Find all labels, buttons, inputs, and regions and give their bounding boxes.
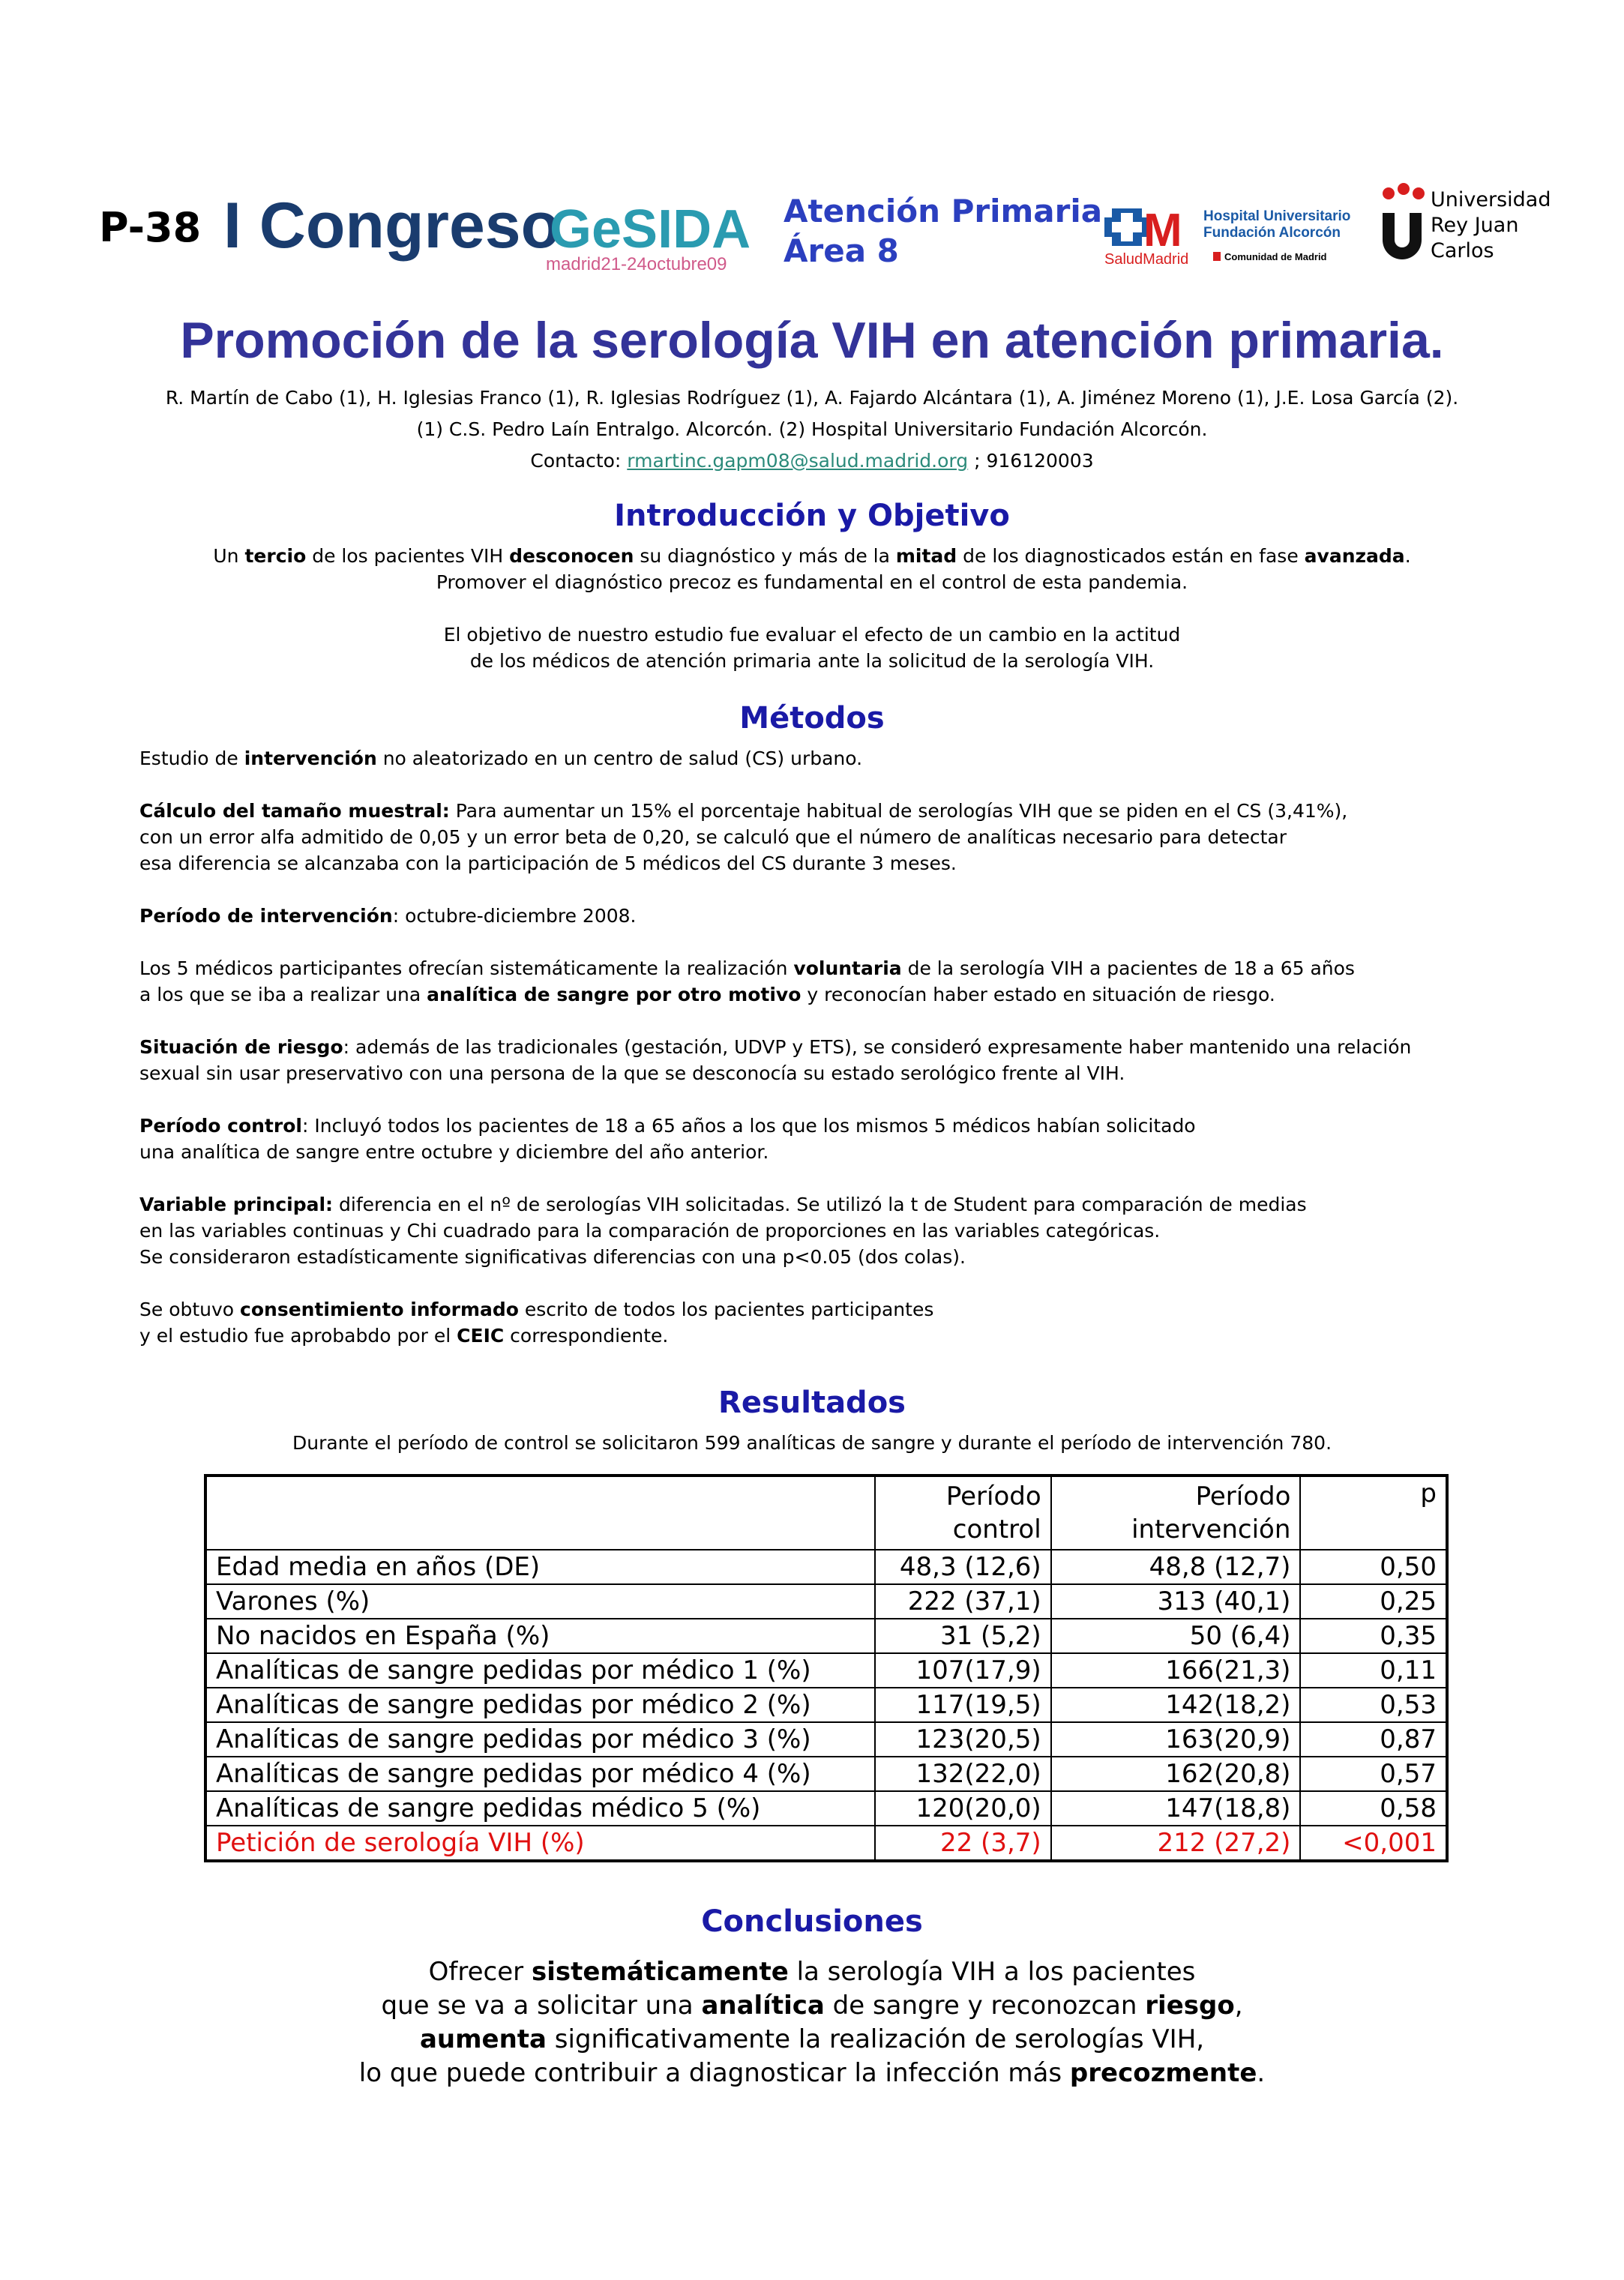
intro-paragraph-1: Un tercio de los pacientes VIH desconocen su diagnóstico y más de la mitad de los diagnosticados están en fase avanzada. xyxy=(213,545,1411,567)
contact-phone: ; 916120003 xyxy=(974,450,1094,472)
intro-heading: Introducción y Objetivo xyxy=(614,499,1010,533)
university-u-icon xyxy=(1383,213,1422,259)
conclusions-line-1: Ofrecer sistemáticamente la serología VIH a los pacientes xyxy=(428,1957,1196,1987)
hospital-logo-line-1: Hospital Universitario xyxy=(1203,208,1351,224)
hospital-logo xyxy=(1104,193,1363,268)
table-row: Analíticas de sangre pedidas por médico 4 (%) 132(22,0) 162(20,8) 0,57 xyxy=(205,1757,1447,1791)
conclusions-line-4: lo que puede contribuir a diagnosticar la infección más precozmente. xyxy=(358,2058,1266,2088)
paper-title: Promoción de la serología VIH en atención primaria. xyxy=(180,312,1444,369)
congress-logo-sub: madrid21-24octubre09 xyxy=(546,254,727,274)
table-header-intervention: Período intervención xyxy=(1051,1476,1301,1550)
conclusions-line-3: aumenta significativamente la realización de serologías VIH, xyxy=(419,2024,1205,2054)
methods-procedure: Los 5 médicos participantes ofrecían sistemáticamente la realización voluntaria de la serología VIH a pacientes de 18 a 65 años a los que se iba a realizar una analítica de sangre por otro motivo y reconocían haber estado en situación de riesgo. xyxy=(139,957,1355,1005)
university-line-3: Carlos xyxy=(1431,239,1494,262)
intro-objective-line-1: El objetivo de nuestro estudio fue evaluar el efecto de un cambio en la actitud xyxy=(443,624,1181,646)
table-row: Analíticas de sangre pedidas por médico 1 (%) 107(17,9) 166(21,3) 0,11 xyxy=(205,1653,1447,1688)
table-row-highlight: Petición de serología VIH (%) 22 (3,7) 212 (27,2) <0,001 xyxy=(205,1826,1447,1861)
congress-logo-main: I Congreso xyxy=(223,190,561,262)
table-header-control: Período control xyxy=(875,1476,1051,1550)
methods-intervention-period: Período de intervención: octubre-diciembre 2008. xyxy=(139,905,637,927)
contact-label: Contacto: xyxy=(530,450,622,472)
table-header-empty xyxy=(205,1476,875,1550)
university-crown-icon xyxy=(1383,183,1425,199)
table-row: Edad media en años (DE) 48,3 (12,6) 48,8 (12,7) 0,50 xyxy=(205,1550,1447,1584)
table-row: Analíticas de sangre pedidas médico 5 (%) 120(20,0) 147(18,8) 0,58 xyxy=(205,1791,1447,1826)
contact-email-link[interactable]: rmartinc.gapm08@salud.madrid.org xyxy=(627,450,969,472)
table-header-p: p xyxy=(1300,1476,1447,1550)
methods-consent: Se obtuvo consentimiento informado escrito de todos los pacientes participantes y el estudio fue aprobabdo por el CEIC correspondiente. xyxy=(139,1299,934,1347)
methods-heading: Métodos xyxy=(739,701,885,736)
hospital-logo-line-2: Fundación Alcorcón xyxy=(1203,225,1341,241)
conclusions-line-2: que se va a solicitar una analítica de sangre y reconozcan riesgo, xyxy=(381,1991,1243,2021)
results-heading: Resultados xyxy=(718,1386,906,1420)
methods-design: Estudio de intervención no aleatorizado en un centro de salud (CS) urbano. xyxy=(139,748,863,769)
methods-risk-situation: Situación de riesgo: además de las tradicionales (gestación, UDVP y ETS), se consideró expresamente haber mantenido una relación sexual sin usar preservativo con una persona de la que se desconocía su estado serológico frente al VIH. xyxy=(139,1036,1412,1084)
area-line-2: Área 8 xyxy=(784,232,899,269)
intro-objective-line-2: de los médicos de atención primaria ante la solicitud de la serología VIH. xyxy=(469,650,1155,672)
poster-id: P-38 xyxy=(99,204,202,251)
contact xyxy=(0,445,1624,477)
madrid-m-logo: M xyxy=(1143,205,1182,256)
results-table xyxy=(204,1474,1449,1862)
methods-sample-size: Cálculo del tamaño muestral: Para aumentar un 15% el porcentaje habitual de serologías VIH que se piden en el CS (3,41%), con un error alfa admitido de 0,05 y un error beta de 0,20, se calculó que el número de analíticas necesario para detectar esa diferencia se alcanzaba con la participación de 5 médicos del CS durante 3 meses. xyxy=(139,800,1348,874)
table-row: No nacidos en España (%) 31 (5,2) 50 (6,4) 0,35 xyxy=(205,1619,1447,1653)
table-row: Analíticas de sangre pedidas por médico 2 (%) 117(19,5) 142(18,2) 0,53 xyxy=(205,1688,1447,1722)
cross-icon xyxy=(1104,208,1149,246)
comunidad-label: Comunidad de Madrid xyxy=(1224,251,1327,262)
table-row: Analíticas de sangre pedidas por médico 3 (%) 123(20,5) 163(20,9) 0,87 xyxy=(205,1722,1447,1757)
results-intro: Durante el período de control se solicitaron 599 analíticas de sangre y durante el período de intervención 780. xyxy=(292,1432,1332,1454)
university-line-2: Rey Juan xyxy=(1431,214,1519,237)
area-line-1: Atención Primaria xyxy=(784,193,1103,229)
university-line-1: Universidad xyxy=(1431,188,1551,211)
saludmadrid-label: SaludMadrid xyxy=(1104,251,1189,268)
area-label xyxy=(784,191,1102,271)
methods-main-variable: Variable principal: diferencia en el nº de serologías VIH solicitadas. Se utilizó la t de Student para comparación de medias en las variables continuas y Chi cuadrado para la comparación de proporciones en las variables categóricas. Se consideraron estadísticamente significativas diferencias con una p<0.05 (dos colas). xyxy=(139,1194,1307,1268)
methods-control-period: Período control: Incluyó todos los pacientes de 18 a 65 años a los que los mismos 5 médicos habían solicitado una analítica de sangre entre octubre y diciembre del año anterior. xyxy=(139,1115,1196,1163)
table-row: Varones (%) 222 (37,1) 313 (40,1) 0,25 xyxy=(205,1584,1447,1619)
university-name xyxy=(1431,187,1551,264)
intro-paragraph-2: Promover el diagnóstico precoz es fundamental en el control de esta pandemia. xyxy=(436,571,1188,593)
conclusions-heading: Conclusiones xyxy=(701,1904,923,1939)
congress-logo-brand: GeSIDA xyxy=(550,199,751,259)
authors: R. Martín de Cabo (1), H. Iglesias Franco (1), R. Iglesias Rodríguez (1), A. Fajardo Alcántara (1), A. Jiménez Moreno (1), J.E. Losa García (2). xyxy=(165,387,1459,409)
table-header-row xyxy=(205,1476,1447,1550)
congress-logo xyxy=(223,186,760,276)
affiliations: (1) C.S. Pedro Laín Entralgo. Alcorcón. (2) Hospital Universitario Fundación Alcorcón. xyxy=(416,418,1208,440)
